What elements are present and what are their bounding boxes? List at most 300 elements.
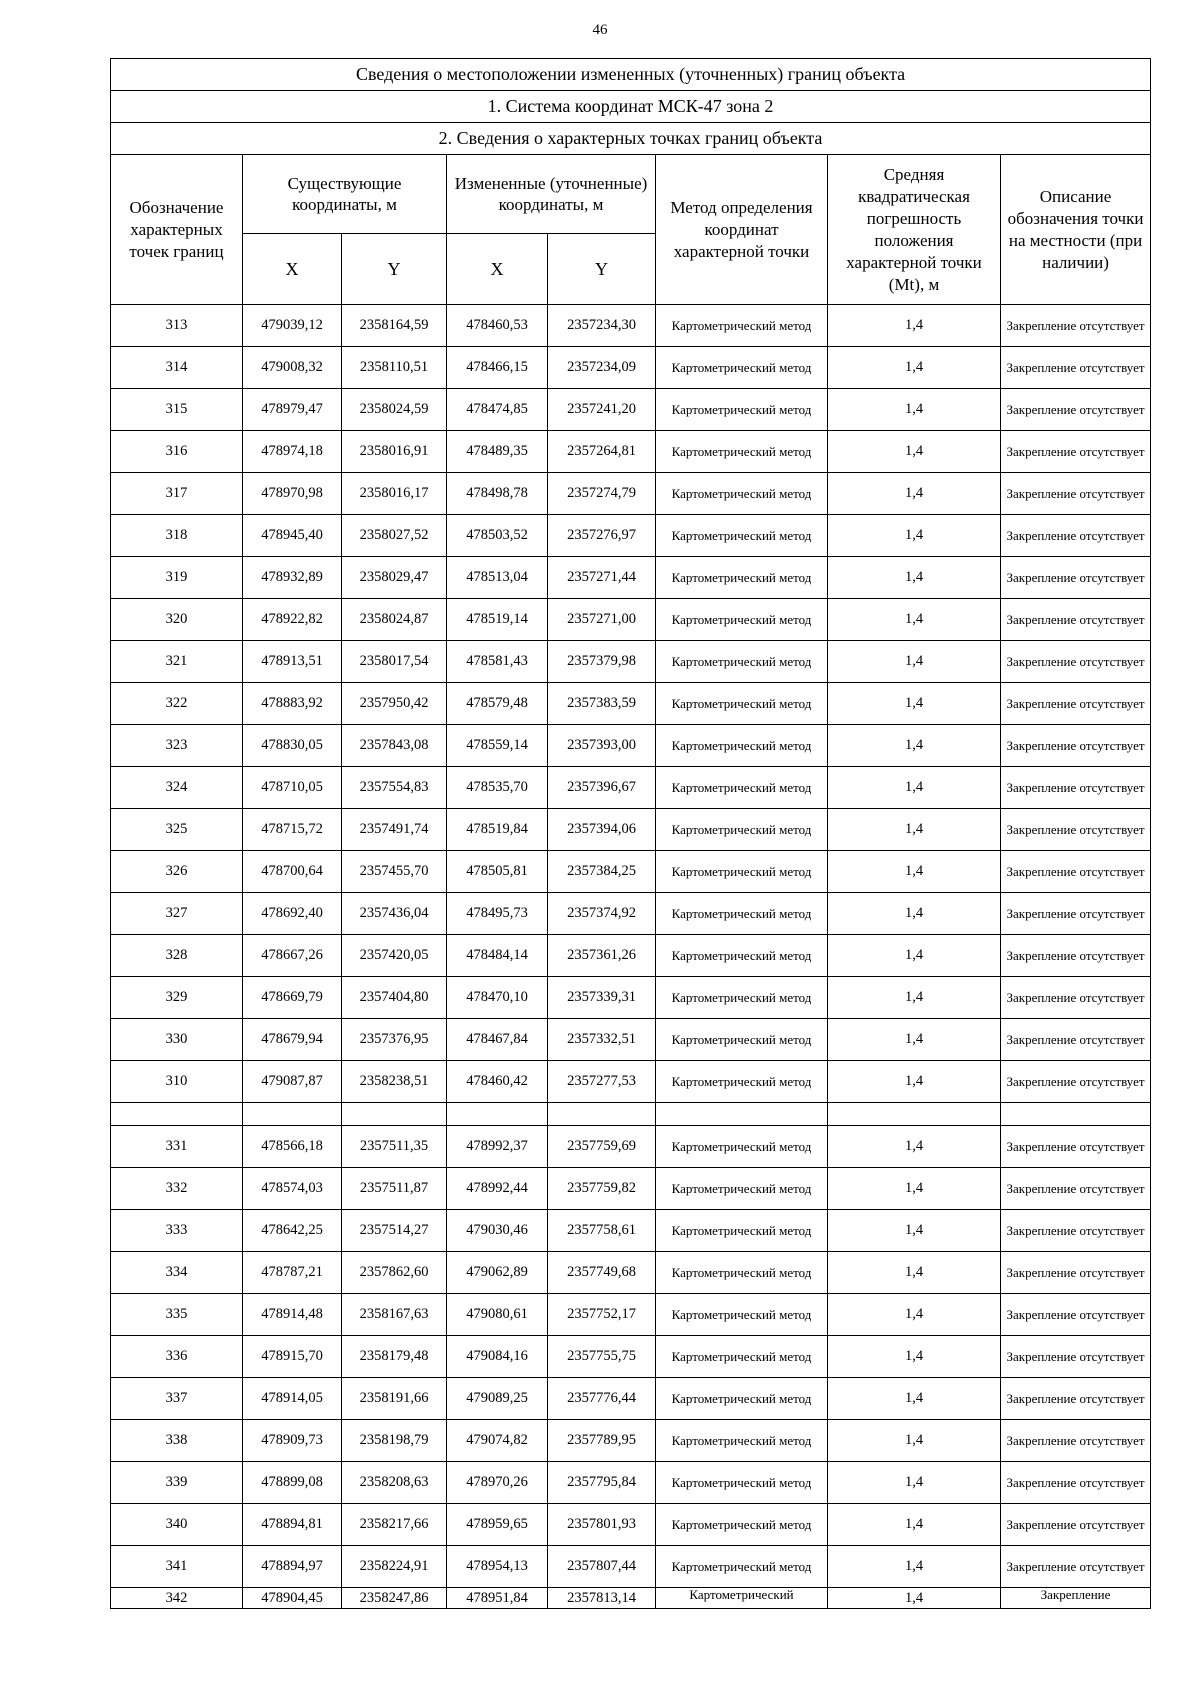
changed-y: 2357813,14 <box>548 1588 656 1609</box>
existing-y: 2358191,66 <box>342 1378 447 1420</box>
changed-x: 478498,78 <box>447 473 548 515</box>
point-number: 326 <box>111 851 243 893</box>
error-value: 1,4 <box>828 641 1001 683</box>
changed-y: 2357383,59 <box>548 683 656 725</box>
empty-cell <box>243 1103 342 1126</box>
existing-y: 2358110,51 <box>342 347 447 389</box>
existing-y: 2357862,60 <box>342 1252 447 1294</box>
point-number: 338 <box>111 1420 243 1462</box>
point-number: 328 <box>111 935 243 977</box>
table-row <box>111 1336 1151 1378</box>
table-row <box>111 1210 1151 1252</box>
description: Закрепление <box>1001 1588 1151 1609</box>
changed-x: 478581,43 <box>447 641 548 683</box>
existing-y: 2357511,35 <box>342 1126 447 1168</box>
description: Закрепление отсутствует <box>1001 1019 1151 1061</box>
empty-cell <box>1001 1103 1151 1126</box>
description: Закрепление отсутствует <box>1001 1294 1151 1336</box>
method: Картометрический метод <box>656 473 828 515</box>
table-row <box>111 515 1151 557</box>
table-row <box>111 1546 1151 1588</box>
point-number: 310 <box>111 1061 243 1103</box>
existing-x: 478904,45 <box>243 1588 342 1609</box>
changed-x: 478579,48 <box>447 683 548 725</box>
existing-x: 478979,47 <box>243 389 342 431</box>
method: Картометрический метод <box>656 893 828 935</box>
error-value: 1,4 <box>828 893 1001 935</box>
table-row <box>111 473 1151 515</box>
method: Картометрический метод <box>656 515 828 557</box>
changed-y: 2357795,84 <box>548 1462 656 1504</box>
error-value: 1,4 <box>828 1126 1001 1168</box>
existing-x: 478642,25 <box>243 1210 342 1252</box>
table-row <box>111 1061 1151 1103</box>
changed-x: 478505,81 <box>447 851 548 893</box>
existing-x: 479087,87 <box>243 1061 342 1103</box>
point-number: 329 <box>111 977 243 1019</box>
existing-x: 478787,21 <box>243 1252 342 1294</box>
method: Картометрический метод <box>656 683 828 725</box>
changed-y: 2357396,67 <box>548 767 656 809</box>
changed-x: 478513,04 <box>447 557 548 599</box>
existing-x: 478894,81 <box>243 1504 342 1546</box>
changed-y: 2357759,82 <box>548 1168 656 1210</box>
changed-x: 478495,73 <box>447 893 548 935</box>
changed-x: 478460,53 <box>447 305 548 347</box>
column-method-header: Метод определения координат характерной точки <box>656 155 828 305</box>
description: Закрепление отсутствует <box>1001 1462 1151 1504</box>
existing-y: 2358029,47 <box>342 557 447 599</box>
page-number: 46 <box>592 22 608 38</box>
changed-x: 478474,85 <box>447 389 548 431</box>
table-row <box>111 1019 1151 1061</box>
column-description-header: Описание обозначения точки на местности (при наличии) <box>1001 155 1151 305</box>
table-row <box>111 1294 1151 1336</box>
table-row <box>111 389 1151 431</box>
method: Картометрический метод <box>656 1168 828 1210</box>
existing-y: 2358208,63 <box>342 1462 447 1504</box>
changed-y: 2357393,00 <box>548 725 656 767</box>
column-existing-y-header: Y <box>342 234 447 305</box>
point-number: 324 <box>111 767 243 809</box>
method: Картометрический метод <box>656 977 828 1019</box>
point-number: 339 <box>111 1462 243 1504</box>
table-row <box>111 557 1151 599</box>
changed-y: 2357234,30 <box>548 305 656 347</box>
error-value: 1,4 <box>828 1252 1001 1294</box>
existing-y: 2358016,17 <box>342 473 447 515</box>
existing-x: 478574,03 <box>243 1168 342 1210</box>
table-row <box>111 1420 1151 1462</box>
error-value: 1,4 <box>828 1210 1001 1252</box>
existing-x: 478915,70 <box>243 1336 342 1378</box>
table-row <box>111 1588 1151 1609</box>
table-row <box>111 893 1151 935</box>
existing-y: 2358024,59 <box>342 389 447 431</box>
changed-y: 2357264,81 <box>548 431 656 473</box>
table-row <box>111 347 1151 389</box>
table-row <box>111 599 1151 641</box>
column-changed-y-header: Y <box>548 234 656 305</box>
existing-y: 2358167,63 <box>342 1294 447 1336</box>
changed-x: 478489,35 <box>447 431 548 473</box>
changed-x: 479030,46 <box>447 1210 548 1252</box>
description: Закрепление отсутствует <box>1001 1546 1151 1588</box>
description: Закрепление отсутствует <box>1001 893 1151 935</box>
table-row <box>111 683 1151 725</box>
point-number: 330 <box>111 1019 243 1061</box>
method: Картометрический метод <box>656 1462 828 1504</box>
changed-y: 2357276,97 <box>548 515 656 557</box>
description: Закрепление отсутствует <box>1001 347 1151 389</box>
description: Закрепление отсутствует <box>1001 1210 1151 1252</box>
existing-x: 478899,08 <box>243 1462 342 1504</box>
existing-y: 2357491,74 <box>342 809 447 851</box>
changed-x: 478992,37 <box>447 1126 548 1168</box>
changed-y: 2357394,06 <box>548 809 656 851</box>
error-value: 1,4 <box>828 1588 1001 1609</box>
changed-x: 479084,16 <box>447 1336 548 1378</box>
changed-x: 478535,70 <box>447 767 548 809</box>
error-value: 1,4 <box>828 1504 1001 1546</box>
existing-x: 478922,82 <box>243 599 342 641</box>
description: Закрепление отсутствует <box>1001 851 1151 893</box>
column-changed-header: Измененные (уточненные) координаты, м <box>447 155 656 234</box>
error-value: 1,4 <box>828 515 1001 557</box>
coordinate-system: 1. Система координат МСК-47 зона 2 <box>111 91 1151 123</box>
changed-y: 2357752,17 <box>548 1294 656 1336</box>
changed-y: 2357379,98 <box>548 641 656 683</box>
existing-x: 478914,48 <box>243 1294 342 1336</box>
existing-x: 478566,18 <box>243 1126 342 1168</box>
error-value: 1,4 <box>828 1420 1001 1462</box>
existing-y: 2358238,51 <box>342 1061 447 1103</box>
existing-x: 478830,05 <box>243 725 342 767</box>
description: Закрепление отсутствует <box>1001 1504 1151 1546</box>
empty-cell <box>656 1103 828 1126</box>
description: Закрепление отсутствует <box>1001 1252 1151 1294</box>
changed-x: 478970,26 <box>447 1462 548 1504</box>
changed-y: 2357361,26 <box>548 935 656 977</box>
description: Закрепление отсутствует <box>1001 1126 1151 1168</box>
changed-x: 478460,42 <box>447 1061 548 1103</box>
error-value: 1,4 <box>828 977 1001 1019</box>
changed-x: 478951,84 <box>447 1588 548 1609</box>
point-number: 315 <box>111 389 243 431</box>
changed-y: 2357758,61 <box>548 1210 656 1252</box>
error-value: 1,4 <box>828 1019 1001 1061</box>
point-number: 320 <box>111 599 243 641</box>
description: Закрепление отсутствует <box>1001 557 1151 599</box>
changed-y: 2357759,69 <box>548 1126 656 1168</box>
error-value: 1,4 <box>828 1378 1001 1420</box>
description: Закрепление отсутствует <box>1001 431 1151 473</box>
existing-x: 478669,79 <box>243 977 342 1019</box>
description: Закрепление отсутствует <box>1001 1420 1151 1462</box>
description: Закрепление отсутствует <box>1001 599 1151 641</box>
changed-x: 478992,44 <box>447 1168 548 1210</box>
point-number: 318 <box>111 515 243 557</box>
empty-cell <box>447 1103 548 1126</box>
description: Закрепление отсутствует <box>1001 725 1151 767</box>
point-number: 314 <box>111 347 243 389</box>
changed-y: 2357807,44 <box>548 1546 656 1588</box>
existing-y: 2357376,95 <box>342 1019 447 1061</box>
table-row <box>111 641 1151 683</box>
empty-cell <box>548 1103 656 1126</box>
changed-y: 2357374,92 <box>548 893 656 935</box>
error-value: 1,4 <box>828 599 1001 641</box>
column-changed-x-header: X <box>447 234 548 305</box>
error-value: 1,4 <box>828 557 1001 599</box>
existing-x: 479039,12 <box>243 305 342 347</box>
existing-x: 478715,72 <box>243 809 342 851</box>
changed-y: 2357776,44 <box>548 1378 656 1420</box>
method: Картометрический метод <box>656 1336 828 1378</box>
table-row <box>111 935 1151 977</box>
description: Закрепление отсутствует <box>1001 641 1151 683</box>
error-value: 1,4 <box>828 1294 1001 1336</box>
description: Закрепление отсутствует <box>1001 977 1151 1019</box>
changed-y: 2357339,31 <box>548 977 656 1019</box>
existing-x: 478692,40 <box>243 893 342 935</box>
point-number: 327 <box>111 893 243 935</box>
changed-y: 2357271,00 <box>548 599 656 641</box>
method: Картометрический <box>656 1588 828 1609</box>
table-row <box>111 1252 1151 1294</box>
table-row <box>111 1168 1151 1210</box>
method: Картометрический метод <box>656 1420 828 1462</box>
coordinates-table <box>110 58 1151 1609</box>
changed-y: 2357755,75 <box>548 1336 656 1378</box>
error-value: 1,4 <box>828 767 1001 809</box>
existing-x: 478970,98 <box>243 473 342 515</box>
method: Картометрический метод <box>656 305 828 347</box>
error-value: 1,4 <box>828 305 1001 347</box>
existing-x: 478913,51 <box>243 641 342 683</box>
description: Закрепление отсутствует <box>1001 1168 1151 1210</box>
existing-y: 2358179,48 <box>342 1336 447 1378</box>
column-existing-header: Существующие координаты, м <box>243 155 447 234</box>
method: Картометрический метод <box>656 1378 828 1420</box>
changed-x: 478470,10 <box>447 977 548 1019</box>
changed-y: 2357789,95 <box>548 1420 656 1462</box>
changed-y: 2357271,44 <box>548 557 656 599</box>
existing-x: 478945,40 <box>243 515 342 557</box>
point-number: 313 <box>111 305 243 347</box>
table-row <box>111 809 1151 851</box>
existing-x: 478909,73 <box>243 1420 342 1462</box>
existing-y: 2357420,05 <box>342 935 447 977</box>
method: Картометрический метод <box>656 725 828 767</box>
changed-x: 478503,52 <box>447 515 548 557</box>
method: Картометрический метод <box>656 851 828 893</box>
method: Картометрический метод <box>656 1061 828 1103</box>
point-number: 333 <box>111 1210 243 1252</box>
changed-x: 478519,84 <box>447 809 548 851</box>
existing-x: 478894,97 <box>243 1546 342 1588</box>
changed-x: 478959,65 <box>447 1504 548 1546</box>
existing-y: 2358017,54 <box>342 641 447 683</box>
changed-x: 478954,13 <box>447 1546 548 1588</box>
description: Закрепление отсутствует <box>1001 767 1151 809</box>
existing-y: 2357843,08 <box>342 725 447 767</box>
description: Закрепление отсутствует <box>1001 305 1151 347</box>
error-value: 1,4 <box>828 1061 1001 1103</box>
table-row <box>111 977 1151 1019</box>
table-row <box>111 1462 1151 1504</box>
changed-x: 479080,61 <box>447 1294 548 1336</box>
existing-x: 478700,64 <box>243 851 342 893</box>
existing-y: 2358198,79 <box>342 1420 447 1462</box>
point-number: 331 <box>111 1126 243 1168</box>
existing-x: 478932,89 <box>243 557 342 599</box>
existing-y: 2357455,70 <box>342 851 447 893</box>
method: Картометрический метод <box>656 431 828 473</box>
description: Закрепление отсутствует <box>1001 809 1151 851</box>
existing-y: 2357950,42 <box>342 683 447 725</box>
point-number: 336 <box>111 1336 243 1378</box>
point-number: 323 <box>111 725 243 767</box>
existing-x: 478679,94 <box>243 1019 342 1061</box>
changed-x: 478466,15 <box>447 347 548 389</box>
empty-cell <box>111 1103 243 1126</box>
column-error-header: Средняя квадратическая погрешность положения характерной точки (Mt), м <box>828 155 1001 305</box>
existing-x: 478974,18 <box>243 431 342 473</box>
point-number: 334 <box>111 1252 243 1294</box>
changed-y: 2357332,51 <box>548 1019 656 1061</box>
description: Закрепление отсутствует <box>1001 1061 1151 1103</box>
method: Картометрический метод <box>656 1126 828 1168</box>
existing-y: 2357554,83 <box>342 767 447 809</box>
existing-y: 2358027,52 <box>342 515 447 557</box>
column-existing-x-header: X <box>243 234 342 305</box>
error-value: 1,4 <box>828 1168 1001 1210</box>
error-value: 1,4 <box>828 935 1001 977</box>
existing-x: 478710,05 <box>243 767 342 809</box>
method: Картометрический метод <box>656 767 828 809</box>
point-number: 332 <box>111 1168 243 1210</box>
point-number: 325 <box>111 809 243 851</box>
changed-x: 478519,14 <box>447 599 548 641</box>
table-row <box>111 1126 1151 1168</box>
existing-x: 478883,92 <box>243 683 342 725</box>
description: Закрепление отсутствует <box>1001 1336 1151 1378</box>
point-number: 316 <box>111 431 243 473</box>
changed-x: 478467,84 <box>447 1019 548 1061</box>
point-number: 342 <box>111 1588 243 1609</box>
method: Картометрический метод <box>656 557 828 599</box>
description: Закрепление отсутствует <box>1001 683 1151 725</box>
existing-y: 2358224,91 <box>342 1546 447 1588</box>
existing-y: 2358024,87 <box>342 599 447 641</box>
method: Картометрический метод <box>656 809 828 851</box>
changed-y: 2357384,25 <box>548 851 656 893</box>
method: Картометрический метод <box>656 1504 828 1546</box>
section-title: 2. Сведения о характерных точках границ объекта <box>111 123 1151 155</box>
changed-y: 2357277,53 <box>548 1061 656 1103</box>
description: Закрепление отсутствует <box>1001 473 1151 515</box>
changed-x: 479062,89 <box>447 1252 548 1294</box>
error-value: 1,4 <box>828 851 1001 893</box>
changed-x: 479074,82 <box>447 1420 548 1462</box>
changed-y: 2357274,79 <box>548 473 656 515</box>
empty-cell <box>342 1103 447 1126</box>
existing-y: 2357514,27 <box>342 1210 447 1252</box>
point-number: 337 <box>111 1378 243 1420</box>
description: Закрепление отсутствует <box>1001 935 1151 977</box>
point-number: 319 <box>111 557 243 599</box>
existing-y: 2358164,59 <box>342 305 447 347</box>
method: Картометрический метод <box>656 1210 828 1252</box>
method: Картометрический метод <box>656 389 828 431</box>
changed-y: 2357749,68 <box>548 1252 656 1294</box>
method: Картометрический метод <box>656 599 828 641</box>
error-value: 1,4 <box>828 809 1001 851</box>
point-number: 335 <box>111 1294 243 1336</box>
method: Картометрический метод <box>656 1252 828 1294</box>
existing-x: 478914,05 <box>243 1378 342 1420</box>
method: Картометрический метод <box>656 935 828 977</box>
description: Закрепление отсутствует <box>1001 515 1151 557</box>
point-number: 340 <box>111 1504 243 1546</box>
changed-y: 2357234,09 <box>548 347 656 389</box>
description: Закрепление отсутствует <box>1001 389 1151 431</box>
table-row <box>111 1378 1151 1420</box>
error-value: 1,4 <box>828 389 1001 431</box>
existing-y: 2357404,80 <box>342 977 447 1019</box>
existing-y: 2357511,87 <box>342 1168 447 1210</box>
changed-y: 2357241,20 <box>548 389 656 431</box>
method: Картометрический метод <box>656 347 828 389</box>
error-value: 1,4 <box>828 347 1001 389</box>
separator-row <box>111 1103 1151 1126</box>
table-row <box>111 725 1151 767</box>
existing-y: 2358247,86 <box>342 1588 447 1609</box>
error-value: 1,4 <box>828 1462 1001 1504</box>
existing-x: 478667,26 <box>243 935 342 977</box>
method: Картометрический метод <box>656 641 828 683</box>
error-value: 1,4 <box>828 473 1001 515</box>
empty-cell <box>828 1103 1001 1126</box>
changed-y: 2357801,93 <box>548 1504 656 1546</box>
column-point-header: Обозначение характерных точек границ <box>111 155 243 305</box>
method: Картометрический метод <box>656 1294 828 1336</box>
existing-y: 2358217,66 <box>342 1504 447 1546</box>
changed-x: 478559,14 <box>447 725 548 767</box>
point-number: 341 <box>111 1546 243 1588</box>
table-row <box>111 305 1151 347</box>
method: Картометрический метод <box>656 1019 828 1061</box>
description: Закрепление отсутствует <box>1001 1378 1151 1420</box>
error-value: 1,4 <box>828 1336 1001 1378</box>
changed-x: 478484,14 <box>447 935 548 977</box>
existing-x: 479008,32 <box>243 347 342 389</box>
table-row <box>111 767 1151 809</box>
table-row <box>111 1504 1151 1546</box>
method: Картометрический метод <box>656 1546 828 1588</box>
point-number: 321 <box>111 641 243 683</box>
existing-y: 2357436,04 <box>342 893 447 935</box>
changed-x: 479089,25 <box>447 1378 548 1420</box>
error-value: 1,4 <box>828 431 1001 473</box>
error-value: 1,4 <box>828 1546 1001 1588</box>
error-value: 1,4 <box>828 683 1001 725</box>
point-number: 317 <box>111 473 243 515</box>
table-row <box>111 851 1151 893</box>
existing-y: 2358016,91 <box>342 431 447 473</box>
table-row <box>111 431 1151 473</box>
